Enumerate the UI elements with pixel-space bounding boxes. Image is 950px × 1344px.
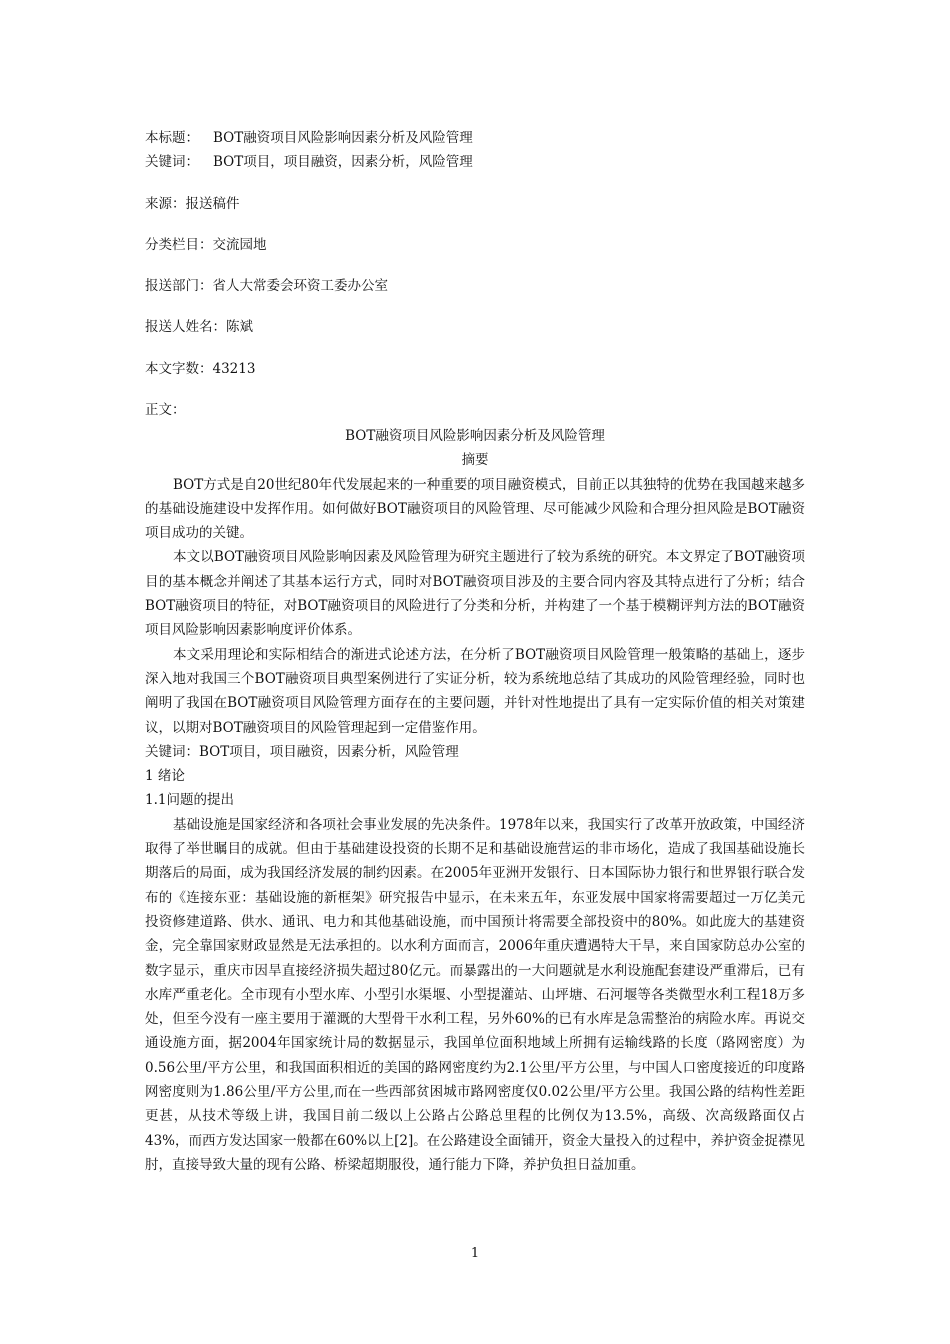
meta-submitter: 报送人姓名：陈斌: [145, 319, 253, 335]
abstract-heading: 摘要: [461, 452, 489, 469]
meta-category: 分类栏目：交流园地: [145, 237, 267, 253]
meta-title-label: 本标题：: [145, 130, 199, 146]
meta-title-value: BOT融资项目风险影响因素分析及风险管理: [213, 130, 473, 146]
meta-source: 来源：报送稿件: [145, 196, 240, 212]
article-keywords: 关键词：BOT项目，项目融资，因素分析，风险管理: [145, 743, 459, 760]
meta-keywords-label: 关键词：: [145, 154, 199, 170]
body-paragraph: 基础设施是国家经济和各项社会事业发展的先决条件。1978年以来，我国实行了改革开放政策，中国经济取得了举世瞩目的成就。但由于基础建设投资的长期不足和基础设施营运的非市场化，造成了我国基础设施长期落后的局面，成为我国经济发展的制约因素。在2005年亚洲开发银行、日本国际协力银行和世界银行联合发布的《连接东亚：基础设施的新框架》研究报告中显示，在未来五年，东亚发展中国家将需要超过一万亿美元投资修建道路、供水、通讯、电力和其他基础设施，而中国预计将需要全部投资中的80%。如此庞大的基建资金，完全靠国家财政显然是无法承担的。以水利方面而言，2006年重庆遭遇特大干旱，来自国家防总办公室的数字显示，重庆市因旱直接经济损失超过80亿元。而暴露出的一大问题就是水利设施配套建设严重滞后，已有水库严重老化。全市现有小型水库、小型引水渠堰、小型提灌站、山坪塘、石河堰等各类微型水利工程18万多处，但至今没有一座主要用于灌溉的大型骨干水利工程，另外60%的已有水库是急需整治的病险水库。再说交通设施方面，据2004年国家统计局的数据显示，我国单位面积地域上所拥有运输线路的长度（路网密度）为0.56公里/平方公里，和我国面积相近的美国的路网密度约为2.1公里/平方公里，与中国人口密度接近的印度路网密度则为1.86公里/平方公里,而在一些西部贫困城市路网密度仅0.02公里/平方公里。我国公路的结构性差距更甚，从技术等级上讲，我国目前二级以上公路占公路总里程的比例仅为13.5%，高级、次高级路面仅占43%，而西方发达国家一般都在60%以上[2]。在公路建设全面铺开，资金大量投入的过程中，养护资金捉襟见肘，直接导致大量的现有公路、桥梁超期服役，通行能力下降，养护负担日益加重。: [145, 816, 805, 1173]
meta-body-label: 正文：: [145, 402, 186, 418]
abstract-paragraph: 本文以BOT融资项目风险影响因素及风险管理为研究主题进行了较为系统的研究。本文界定了BOT融资项目的基本概念并阐述了其基本运行方式，同时对BOT融资项目涉及的主要合同内容及其特点进行了分析；结合BOT融资项目的特征，对BOT融资项目的风险进行了分类和分析，并构建了一个基于模糊评判方法的BOT融资项目风险影响因素影响度评价体系。: [145, 549, 805, 639]
article-body: [145, 424, 805, 1177]
section-heading: 1 绪论: [145, 768, 185, 785]
subsection-heading: 1.1问题的提出: [145, 792, 234, 809]
meta-keywords-value: BOT项目，项目融资，因素分析，风险管理: [213, 154, 473, 170]
meta-word-count: 本文字数：43213: [145, 361, 256, 377]
page-number: 1: [470, 1246, 480, 1261]
article-title: BOT融资项目风险影响因素分析及风险管理: [345, 428, 605, 444]
meta-title-line: [145, 128, 473, 148]
meta-department: 报送部门：省人大常委会环资工委办公室: [145, 278, 388, 294]
abstract-paragraph: BOT方式是自20世纪80年代发展起来的一种重要的项目融资模式，目前正以其独特的优势在我国越来越多的基础设施建设中发挥作用。如何做好BOT融资项目的风险管理、尽可能减少风险和合理分担风险是BOT融资项目成功的关键。: [145, 476, 805, 542]
abstract-paragraph: 本文采用理论和实际相结合的渐进式论述方法，在分析了BOT融资项目风险管理一般策略的基础上，逐步深入地对我国三个BOT融资项目典型案例进行了实证分析，较为系统地总结了其成功的风险管理经验，同时也阐明了我国在BOT融资项目风险管理方面存在的主要问题，并针对性地提出了具有一定实际价值的相关对策建议，以期对BOT融资项目的风险管理起到一定借鉴作用。: [145, 646, 805, 736]
meta-keywords-line: [145, 152, 473, 172]
